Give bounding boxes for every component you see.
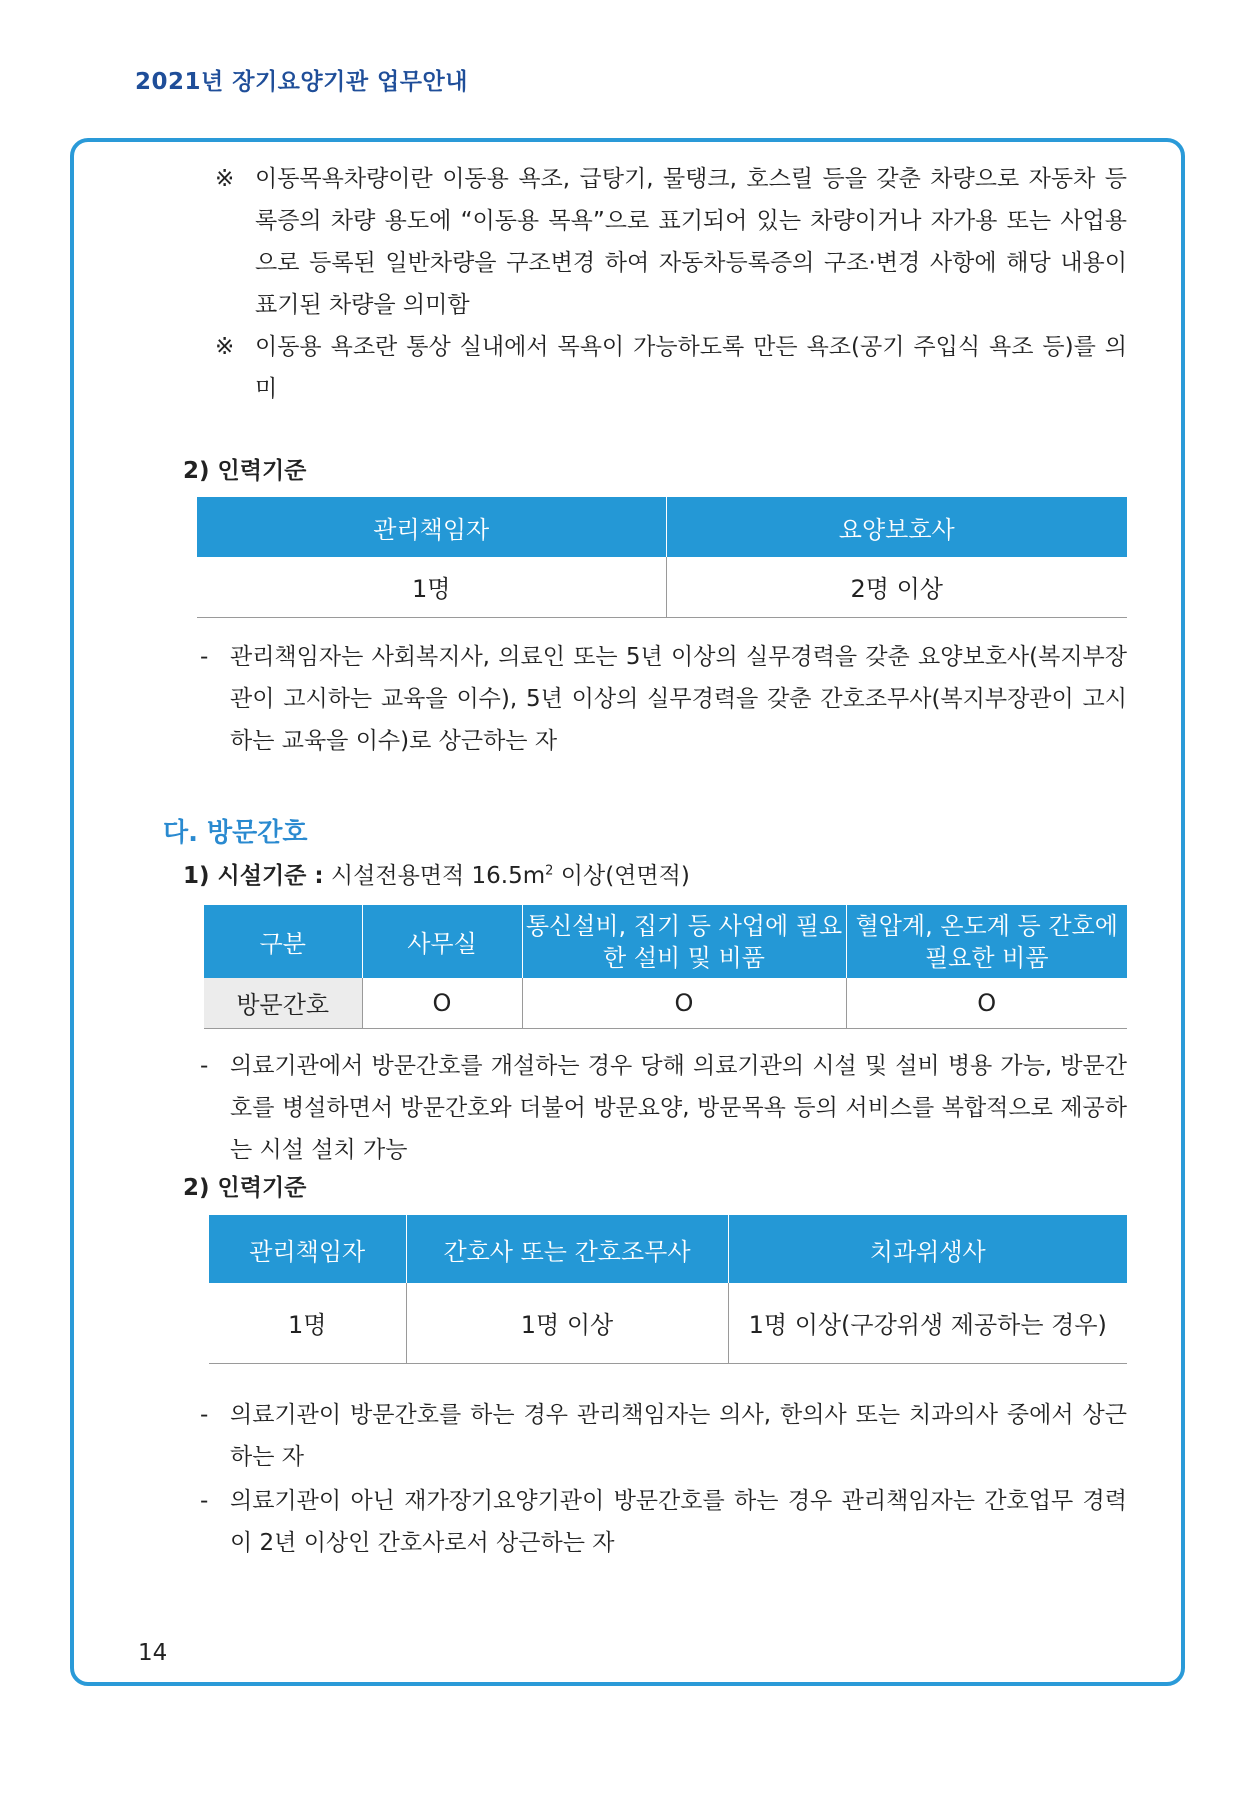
note-text: 이동용 욕조란 통상 실내에서 목욕이 가능하도록 만든 욕조(공기 주입식 욕조 등)를 의미 [255, 334, 1127, 402]
note-item [200, 1394, 1127, 1478]
table-header: 간호사 또는 간호조무사 [406, 1215, 728, 1283]
note-mark: ※ [215, 166, 235, 192]
note-text: 관리책임자는 사회복지사, 의료인 또는 5년 이상의 실무경력을 갖춘 요양보호사(복지부장관이 고시하는 교육을 이수), 5년 이상의 실무경력을 갖춘 간호조무사(복지부장관이 고시하는 교육을 이수)로 상근하는 자 [230, 644, 1127, 754]
table-cell: 1명 [197, 557, 666, 617]
section-title: 다. 방문간호 [163, 818, 308, 848]
note-item [200, 636, 1127, 762]
table-cell: O [522, 978, 846, 1028]
subsection-heading: 2) 인력기준 [183, 458, 307, 484]
table-header: 혈압계, 온도계 등 간호에 필요한 비품 [846, 905, 1127, 978]
facility-label: 1) 시설기준 : [183, 863, 324, 889]
facility-table [204, 905, 1127, 1029]
table-header: 관리책임자 [209, 1215, 406, 1283]
dash-mark: - [200, 1402, 209, 1428]
table-header: 치과위생사 [728, 1215, 1127, 1283]
note-text: 이동목욕차량이란 이동용 욕조, 급탕기, 물탱크, 호스릴 등을 갖춘 차량으로 자동차 등록증의 차량 용도에 “이동용 목욕”으로 표기되어 있는 차량이거나 자가용 또는 사업용으로 등록된 일반차량을 구조변경 하여 자동차등록증의 구조·변경 사항에 해당 내용이 표기된 차량을 의미함 [255, 166, 1127, 318]
bath-staff-table [197, 497, 1127, 618]
area-superscript: 2 [545, 863, 554, 879]
note-mark: ※ [215, 334, 235, 360]
facility-text: 시설전용면적 16.5m [330, 863, 546, 889]
facility-text-after: 이상(연면적) [560, 863, 690, 889]
note-text: 의료기관이 아닌 재가장기요양기관이 방문간호를 하는 경우 관리책임자는 간호업무 경력이 2년 이상인 간호사로서 상근하는 자 [230, 1488, 1127, 1556]
note-item [200, 1480, 1127, 1564]
table-cell: O [362, 978, 522, 1028]
note-item [215, 326, 1127, 410]
table-header: 요양보호사 [666, 497, 1127, 557]
facility-standard-line [183, 857, 690, 890]
dash-mark: - [200, 1053, 209, 1079]
table-cell: 1명 이상(구강위생 제공하는 경우) [728, 1283, 1127, 1363]
dash-mark: - [200, 644, 209, 670]
subsection-heading: 2) 인력기준 [183, 1175, 307, 1201]
table-cell: O [846, 978, 1127, 1028]
nursing-staff-table [209, 1215, 1127, 1364]
table-cell: 2명 이상 [666, 557, 1127, 617]
table-cell: 1명 이상 [406, 1283, 728, 1363]
table-cell: 1명 [209, 1283, 406, 1363]
table-header: 관리책임자 [197, 497, 666, 557]
table-header: 통신설비, 집기 등 사업에 필요한 설비 및 비품 [522, 905, 846, 978]
note-text: 의료기관에서 방문간호를 개설하는 경우 당해 의료기관의 시설 및 설비 병용 가능, 방문간호를 병설하면서 방문간호와 더불어 방문요양, 방문목욕 등의 서비스를 복합적으로 제공하는 시설 설치 가능 [230, 1053, 1127, 1163]
table-header: 구분 [204, 905, 362, 978]
note-text: 의료기관이 방문간호를 하는 경우 관리책임자는 의사, 한의사 또는 치과의사 중에서 상근하는 자 [230, 1402, 1127, 1470]
running-header: 2021년 장기요양기관 업무안내 [135, 69, 468, 95]
table-header: 사무실 [362, 905, 522, 978]
dash-mark: - [200, 1488, 209, 1514]
page-number: 14 [138, 1640, 168, 1666]
note-item [200, 1045, 1127, 1171]
note-item [215, 158, 1127, 326]
table-row-header: 방문간호 [204, 978, 362, 1028]
